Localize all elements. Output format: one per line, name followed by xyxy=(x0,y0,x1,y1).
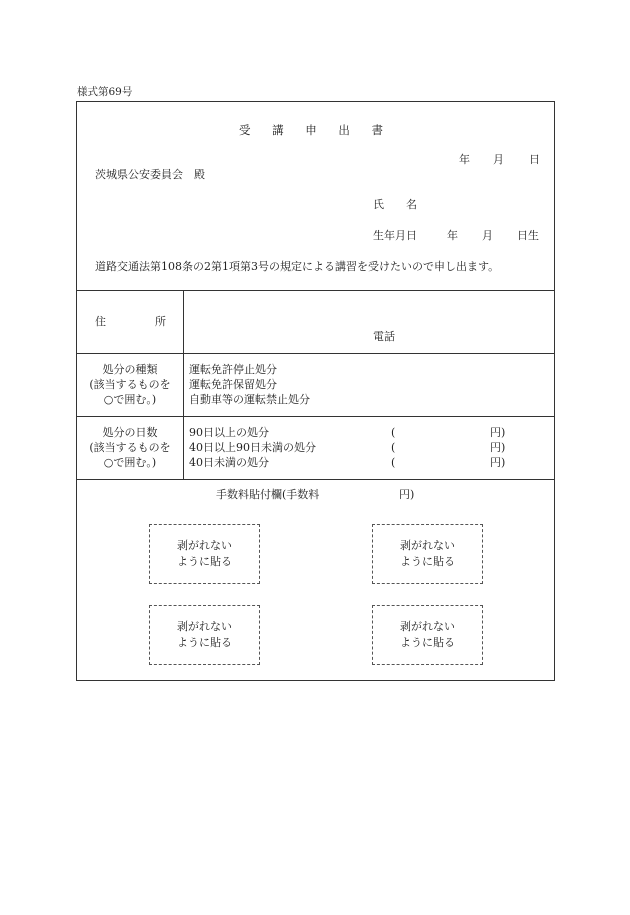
fee-section-unit: 円) xyxy=(399,488,415,501)
divider-address xyxy=(77,353,554,354)
stamp-box[interactable]: 剥がれない ように貼る xyxy=(149,524,260,584)
form-number: 様式第69号 xyxy=(77,86,133,98)
disposition-type-option[interactable]: 自動車等の運転禁止処分 xyxy=(189,393,310,406)
date-year-label: 年 xyxy=(459,153,470,166)
application-form xyxy=(76,101,555,681)
disposition-days-option[interactable]: 90日以上の処分 xyxy=(189,426,269,439)
date-day-label: 日 xyxy=(529,153,540,166)
disposition-type-option[interactable]: 運転免許保留処分 xyxy=(189,378,277,391)
birthdate-month-label: 月 xyxy=(482,229,493,242)
disposition-days-option[interactable]: 40日未満の処分 xyxy=(189,456,269,469)
stamp-box[interactable]: 剥がれない ように貼る xyxy=(149,605,260,665)
birthdate-year-label: 年 xyxy=(447,229,458,242)
form-title: 受 講 申 出 書 xyxy=(238,123,393,137)
divider-disposition-days xyxy=(77,479,554,480)
address-label-right: 所 xyxy=(155,315,166,328)
date-month-label: 月 xyxy=(493,153,504,166)
disposition-type-option[interactable]: 運転免許停止処分 xyxy=(189,363,277,376)
disposition-days-option[interactable]: 40日以上90日未満の処分 xyxy=(189,441,316,454)
birthdate-suffix: 日生 xyxy=(517,229,539,242)
disposition-days-fee-unit-column: 円) 円) 円) xyxy=(490,426,506,469)
divider-disposition-type xyxy=(77,416,554,417)
addressee: 茨城県公安委員会 殿 xyxy=(95,168,205,181)
disposition-days-paren-column: ( ( ( xyxy=(391,426,396,469)
birthdate-label: 生年月日 xyxy=(373,229,417,242)
disposition-days-label: 処分の日数 (該当するものを ○で囲む。) xyxy=(89,426,171,469)
phone-label: 電話 xyxy=(373,330,395,343)
stamp-box[interactable]: 剥がれない ように貼る xyxy=(372,524,483,584)
disposition-days-options xyxy=(189,425,316,470)
fee-section-label: 手数料貼付欄(手数料 xyxy=(216,488,320,501)
disposition-type-options xyxy=(189,362,310,407)
address-label-left: 住 xyxy=(95,315,106,328)
table-column-divider xyxy=(183,290,184,479)
disposition-type-label: 処分の種類 (該当するものを ○で囲む。) xyxy=(89,363,171,406)
application-statement: 道路交通法第108条の2第1項第3号の規定による講習を受けたいので申し出ます。 xyxy=(95,260,500,273)
stamp-box[interactable]: 剥がれない ように貼る xyxy=(372,605,483,665)
name-label: 氏 名 xyxy=(373,198,417,211)
divider-header xyxy=(77,290,554,291)
